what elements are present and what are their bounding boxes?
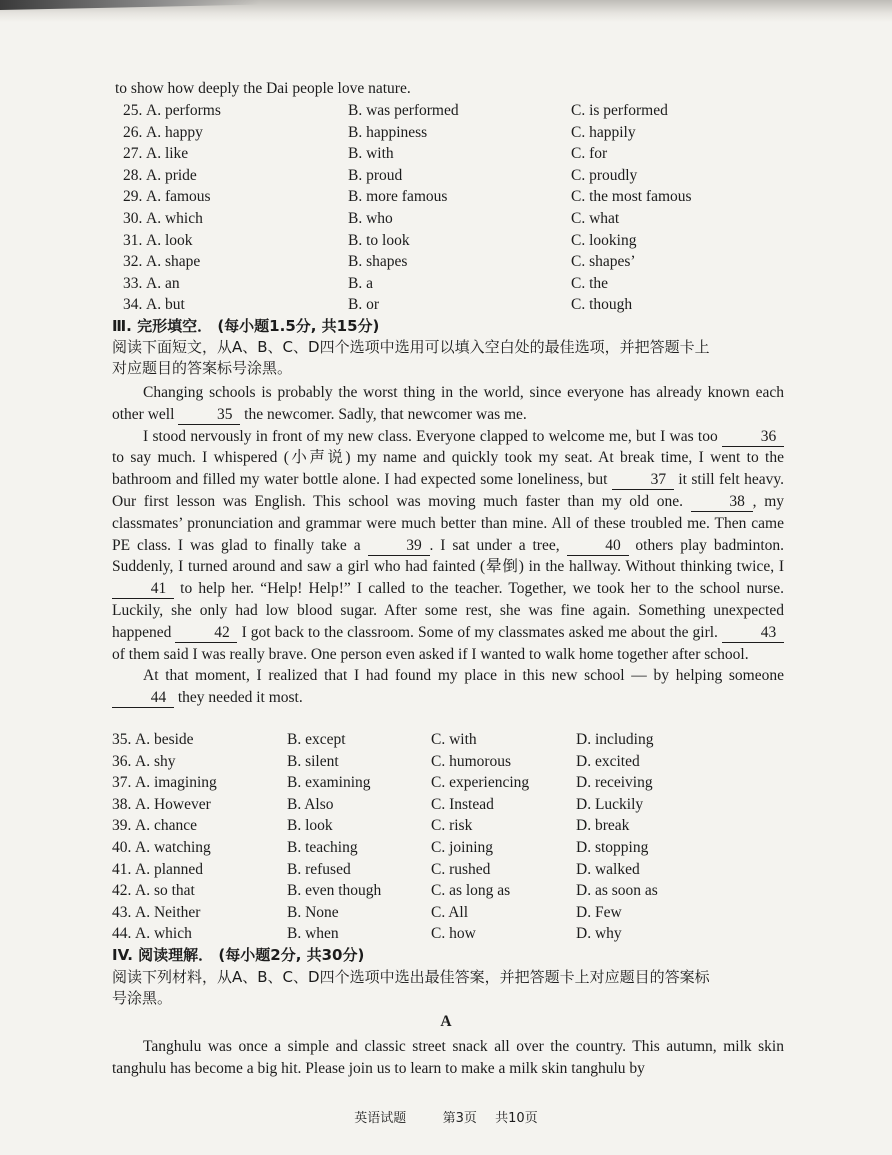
question-option-a: A. Neither <box>135 903 201 921</box>
question-option-a: A. chance <box>135 817 197 835</box>
section4-instruction-line2: 号涂黑。 <box>112 989 173 1007</box>
question-number: 38. <box>112 795 132 813</box>
question-row <box>0 839 892 860</box>
question-row <box>0 102 892 123</box>
intro-line: to show how deeply the Dai people love nature. <box>115 80 411 97</box>
question-option-a: A. an <box>146 274 180 292</box>
question-option-a: A. look <box>146 231 193 249</box>
question-option-c: C. Instead <box>431 795 494 813</box>
question-option-c: C. joining <box>431 839 494 856</box>
passage-text: the newcomer. Sadly, that newcomer was me. <box>240 405 527 423</box>
question-row <box>0 145 892 166</box>
page-footer <box>0 1107 892 1126</box>
question-row <box>0 210 892 231</box>
question-option-b: B. proud <box>348 166 403 184</box>
question-row <box>0 925 892 946</box>
question-number: 29. <box>123 188 143 206</box>
question-option-b: B. shapes <box>348 253 408 271</box>
answer-blank: 40 <box>567 537 629 556</box>
question-number: 25. <box>123 102 143 119</box>
question-number: 32. <box>123 253 143 271</box>
reading-passage-a: Tanghulu was once a simple and classic street snack all over the country. This autumn, milk skin tanghulu has become a big hit. Please join us to learn to make a milk skin tanghulu by <box>112 1038 784 1077</box>
answer-blank: 39 <box>368 537 430 556</box>
question-option-d: D. excited <box>576 752 640 770</box>
question-number: 27. <box>123 145 143 163</box>
question-option-a: A. imagining <box>135 774 217 792</box>
question-option-b: B. None <box>287 903 339 921</box>
question-option-d: D. including <box>576 731 654 748</box>
question-option-a: A. but <box>146 296 185 314</box>
question-number: 39. <box>112 817 132 835</box>
question-option-c: C. humorous <box>431 752 512 770</box>
question-number: 34. <box>123 296 143 314</box>
question-option-c: C. though <box>571 296 633 314</box>
question-option-c: C. with <box>431 731 477 748</box>
question-option-d: D. stopping <box>576 839 649 856</box>
question-number: 41. <box>112 860 132 878</box>
cloze-passage <box>112 382 784 709</box>
question-option-a: A. famous <box>146 188 211 206</box>
question-option-b: B. except <box>287 731 346 748</box>
question-option-c: C. looking <box>571 231 637 249</box>
question-number: 42. <box>112 882 132 900</box>
passage-text: , my classmates’ pronunciation and grammar were much better than mine. All of these troubled me. Then came PE class. I was glad to finally take a <box>112 492 784 554</box>
question-option-a: A. shape <box>146 253 201 271</box>
question-row <box>0 296 892 317</box>
footer-total: 共10页 <box>495 1111 538 1126</box>
question-option-d: D. Few <box>576 903 622 921</box>
question-option-d: D. Luckily <box>576 795 644 813</box>
passage-text: At that moment, I realized that I had found my place in this new school — by helping someone <box>143 667 784 685</box>
section3-instruction-line1: 阅读下面短文，从A、B、C、D四个选项中选用可以填入空白处的最佳选项，并把答题卡上 <box>112 338 710 356</box>
question-option-b: B. Also <box>287 795 334 813</box>
passage-text: I got back to the classroom. Some of my classmates asked me about the girl. <box>237 623 723 641</box>
question-option-a: A. like <box>146 145 189 163</box>
question-number: 43. <box>112 903 132 921</box>
question-option-b: B. who <box>348 210 393 227</box>
question-option-b: B. silent <box>287 752 339 770</box>
question-number: 33. <box>123 274 143 292</box>
passage-text: to help her. “Help! Help!” I called to the teacher. Together, we took her to the school nurse. Luckily, she only had low blood sugar. After some rest, she was fine again. Something unexpected happened <box>112 580 784 641</box>
answer-blank: 42 <box>175 624 237 643</box>
question-option-c: C. shapes’ <box>571 253 636 271</box>
question-row <box>0 167 892 188</box>
passage-text: they needed it most. <box>174 689 303 707</box>
question-row <box>0 188 892 209</box>
question-row <box>0 232 892 253</box>
question-row <box>0 861 892 882</box>
question-option-b: B. happiness <box>348 123 428 141</box>
passage-text: others play badminton. Suddenly, I turned around and saw a girl who had fainted (晕倒) in the hallway. Without thinking twice, I <box>112 536 784 576</box>
question-row <box>0 753 892 774</box>
question-option-c: C. how <box>431 925 476 943</box>
question-number: 36. <box>112 752 132 770</box>
question-option-c: C. the most famous <box>571 188 692 206</box>
question-number: 31. <box>123 231 143 249</box>
question-option-b: B. more famous <box>348 188 448 206</box>
question-option-a: A. which <box>146 210 203 227</box>
answer-blank: 35 <box>178 406 240 425</box>
answer-blank: 37 <box>612 471 674 490</box>
question-row <box>0 882 892 903</box>
question-option-a: A. beside <box>135 731 194 748</box>
reading-part-label: A <box>440 1013 452 1030</box>
passage-paragraph-3 <box>112 665 784 709</box>
question-option-c: C. proudly <box>571 166 638 184</box>
question-option-a: A. planned <box>135 860 204 878</box>
question-option-b: B. even though <box>287 882 382 900</box>
question-option-d: D. break <box>576 817 630 835</box>
answer-blank: 36 <box>722 428 784 447</box>
section3-instruction-line2: 对应题目的答案标号涂黑。 <box>112 359 293 377</box>
question-row <box>0 731 892 752</box>
question-number: 30. <box>123 210 143 227</box>
section3-heading: Ⅲ. 完形填空． (每小题1.5分, 共15分) <box>112 317 380 335</box>
answer-blank: 41 <box>112 580 174 599</box>
question-row <box>0 796 892 817</box>
question-option-b: B. refused <box>287 860 351 878</box>
question-option-a: A. so that <box>135 882 195 900</box>
question-option-a: A. performs <box>146 102 221 119</box>
answer-blank: 44 <box>112 689 174 708</box>
answer-blank: 43 <box>722 624 784 643</box>
question-number: 44. <box>112 925 132 943</box>
question-option-c: C. for <box>571 145 608 163</box>
question-option-b: B. teaching <box>287 839 358 856</box>
question-option-a: A. which <box>135 925 192 943</box>
passage-text: I stood nervously in front of my new class. Everyone clapped to welcome me, but I was too <box>143 427 722 445</box>
question-row <box>0 817 892 838</box>
question-option-a: A. happy <box>146 123 203 141</box>
question-option-c: C. as long as <box>431 882 511 900</box>
question-option-a: A. However <box>135 795 211 813</box>
question-option-b: B. when <box>287 925 339 943</box>
question-row <box>0 774 892 795</box>
passage-text: it still felt heavy. Our first lesson was English. This school was moving much faster than my old one. <box>112 471 784 510</box>
question-option-d: D. why <box>576 925 622 943</box>
question-option-b: B. or <box>348 296 379 314</box>
question-option-c: C. All <box>431 903 469 921</box>
question-number: 40. <box>112 839 132 856</box>
question-option-b: B. with <box>348 145 394 163</box>
passage-text: Changing schools is probably the worst thing in the world, since everyone has already known each other well <box>112 384 784 423</box>
section4-heading: IV. 阅读理解． (每小题2分, 共30分) <box>112 946 365 964</box>
question-option-d: D. as soon as <box>576 882 658 900</box>
question-option-c: C. what <box>571 210 620 227</box>
question-option-b: B. examining <box>287 774 371 792</box>
passage-paragraph-2 <box>112 426 784 666</box>
section4-instruction-line1: 阅读下列材料，从A、B、C、D四个选项中选出最佳答案，并把答题卡上对应题目的答案标 <box>112 968 710 986</box>
question-row <box>0 124 892 145</box>
question-number: 26. <box>123 123 143 141</box>
passage-paragraph-1 <box>112 382 784 426</box>
question-number: 28. <box>123 166 143 184</box>
passage-text: . I sat under a tree, <box>429 536 567 554</box>
question-row <box>0 253 892 274</box>
question-option-b: B. look <box>287 817 333 835</box>
question-option-a: A. watching <box>135 839 211 856</box>
footer-page: 第3页 <box>442 1111 477 1126</box>
question-option-d: D. walked <box>576 860 640 878</box>
question-option-c: C. risk <box>431 817 473 835</box>
question-option-c: C. the <box>571 274 609 292</box>
passage-text: of them said I was really brave. One person even asked if I wanted to walk home together after school. <box>112 645 749 663</box>
answer-blank: 38 <box>691 493 753 512</box>
question-option-a: A. pride <box>146 166 197 184</box>
question-option-b: B. to look <box>348 231 410 249</box>
question-option-b: B. was performed <box>348 102 459 119</box>
question-option-d: D. receiving <box>576 774 653 792</box>
passage-text: to say much. I whispered (小声说) my name and quickly took my seat. At break time, I went to the bathroom and filled my water bottle alone. I had expected some loneliness, but <box>112 449 784 489</box>
question-option-c: C. rushed <box>431 860 491 878</box>
footer-subject: 英语试题 <box>354 1111 407 1126</box>
question-number: 37. <box>112 774 132 792</box>
question-number: 35. <box>112 731 132 748</box>
question-option-b: B. a <box>348 274 373 292</box>
question-option-a: A. shy <box>135 752 176 770</box>
question-row <box>0 275 892 296</box>
question-option-c: C. happily <box>571 123 636 141</box>
question-option-c: C. experiencing <box>431 774 530 792</box>
question-row <box>0 904 892 925</box>
question-option-c: C. is performed <box>571 102 668 119</box>
